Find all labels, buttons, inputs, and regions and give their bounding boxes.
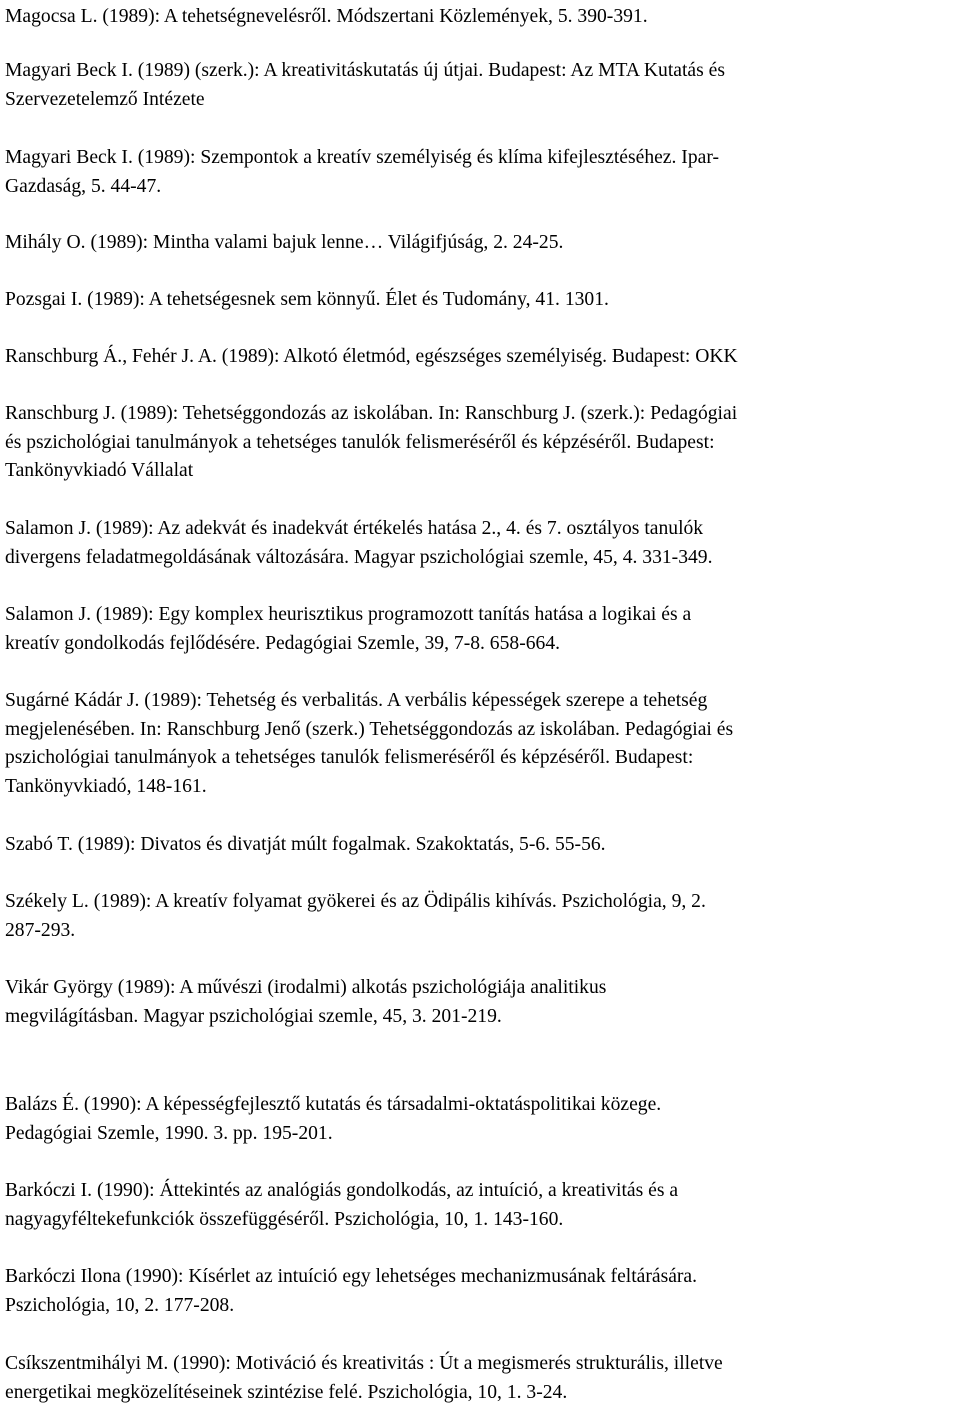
reference-entry bbox=[5, 1091, 661, 1148]
reference-line: Magocsa L. (1989): A tehetségnevelésről. Módszertani Közlemények, 5. 390-391. bbox=[5, 6, 648, 27]
reference-line: nagyagyféltekefunkciók összefüggéséről. Pszichológia, 10, 1. 143-160. bbox=[5, 1208, 564, 1230]
reference-line: Magyari Beck I. (1989) (szerk.): A kreativitáskutatás új útjai. Budapest: Az MTA Kutatás és bbox=[5, 60, 725, 81]
reference-entry bbox=[5, 286, 609, 315]
reference-entry bbox=[5, 57, 955, 114]
reference-entry bbox=[5, 1263, 697, 1320]
reference-line: Vikár György (1989): A művészi (irodalmi) alkotás pszichológiája analitikus bbox=[5, 977, 607, 998]
reference-entry bbox=[5, 687, 733, 801]
reference-entry bbox=[5, 888, 706, 945]
reference-line: Balázs É. (1990): A képességfejlesztő kutatás és társadalmi-oktatáspolitikai közege. bbox=[5, 1094, 662, 1115]
reference-line: Pozsgai I. (1989): A tehetségesnek sem könnyű. Élet és Tudomány, 41. 1301. bbox=[5, 289, 609, 310]
reference-line: Székely L. (1989): A kreatív folyamat gyökerei és az Ödipális kihívás. Pszichológia, 9, 2. bbox=[5, 891, 706, 912]
reference-entry bbox=[5, 3, 648, 32]
reference-line: megvilágításban. Magyar pszichológiai szemle, 45, 3. 201-219. bbox=[5, 1005, 502, 1027]
reference-line: energetikai megközelítéseinek szintézise felé. Pszichológia, 10, 1. 3-24. bbox=[5, 1381, 568, 1403]
reference-entry bbox=[5, 400, 737, 486]
reference-line: Pedagógiai Szemle, 1990. 3. pp. 195-201. bbox=[5, 1122, 333, 1144]
reference-line: Barkóczi Ilona (1990): Kísérlet az intuíció egy lehetséges mechanizmusának feltárására. bbox=[5, 1266, 698, 1287]
reference-line: Csíkszentmihályi M. (1990): Motiváció és kreativitás : Út a megismerés strukturális, illetve bbox=[5, 1353, 723, 1374]
reference-line: Magyari Beck I. (1989): Szempontok a kreatív személyiség és klíma kifejlesztéséhez. Ipar- bbox=[5, 147, 719, 168]
reference-line: Tankönyvkiadó Vállalat bbox=[5, 460, 194, 482]
reference-line: 287-293. bbox=[5, 919, 76, 941]
reference-line: Ranschburg Á., Fehér J. A. (1989): Alkotó életmód, egészséges személyiség. Budapest: OKK bbox=[5, 346, 738, 367]
reference-entry bbox=[5, 974, 606, 1031]
reference-entry bbox=[5, 1350, 723, 1407]
reference-line: Ranschburg J. (1989): Tehetséggondozás az iskolában. In: Ranschburg J. (szerk.): Pedagógiai bbox=[5, 403, 738, 424]
reference-line: Sugárné Kádár J. (1989): Tehetség és verbalitás. A verbális képességek szerepe a tehetség bbox=[5, 690, 708, 711]
reference-entry bbox=[5, 831, 606, 860]
reference-line: divergens feladatmegoldásának változására. Magyar pszichológiai szemle, 45, 4. 331-349. bbox=[5, 546, 713, 568]
reference-line: Tankönyvkiadó, 148-161. bbox=[5, 775, 207, 797]
reference-line: megjelenésében. In: Ranschburg Jenő (szerk.) Tehetséggondozás az iskolában. Pedagógiai és bbox=[5, 718, 734, 740]
reference-entry bbox=[5, 515, 713, 572]
reference-line: Mihály O. (1989): Mintha valami bajuk lenne… Világifjúság, 2. 24-25. bbox=[5, 232, 564, 253]
reference-line: és pszichológiai tanulmányok a tehetséges tanulók felismeréséről és képzéséről. Budapest: bbox=[5, 431, 715, 453]
reference-line: Barkóczi I. (1990): Áttekintés az analógiás gondolkodás, az intuíció, a kreativitás és a bbox=[5, 1180, 679, 1201]
reference-line: Salamon J. (1989): Egy komplex heurisztikus programozott tanítás hatása a logikai és a bbox=[5, 604, 692, 625]
reference-line: Szabó T. (1989): Divatos és divatját múlt fogalmak. Szakoktatás, 5-6. 55-56. bbox=[5, 834, 606, 855]
reference-line: pszichológiai tanulmányok a tehetséges tanulók felismeréséről és képzéséről. Budapest: bbox=[5, 747, 694, 769]
reference-line: kreatív gondolkodás fejlődésére. Pedagógiai Szemle, 39, 7-8. 658-664. bbox=[5, 632, 561, 654]
reference-entry bbox=[5, 343, 738, 372]
reference-entry bbox=[5, 601, 691, 658]
reference-entry bbox=[5, 229, 563, 258]
reference-line: Pszichológia, 10, 2. 177-208. bbox=[5, 1294, 235, 1316]
reference-line: Salamon J. (1989): Az adekvát és inadekvát értékelés hatása 2., 4. és 7. osztályos tanulók bbox=[5, 518, 704, 539]
reference-line: Gazdaság, 5. 44-47. bbox=[5, 175, 162, 197]
reference-entry bbox=[5, 1177, 678, 1234]
reference-line: Szervezetelemző Intézete bbox=[5, 88, 205, 110]
reference-entry bbox=[5, 144, 719, 201]
